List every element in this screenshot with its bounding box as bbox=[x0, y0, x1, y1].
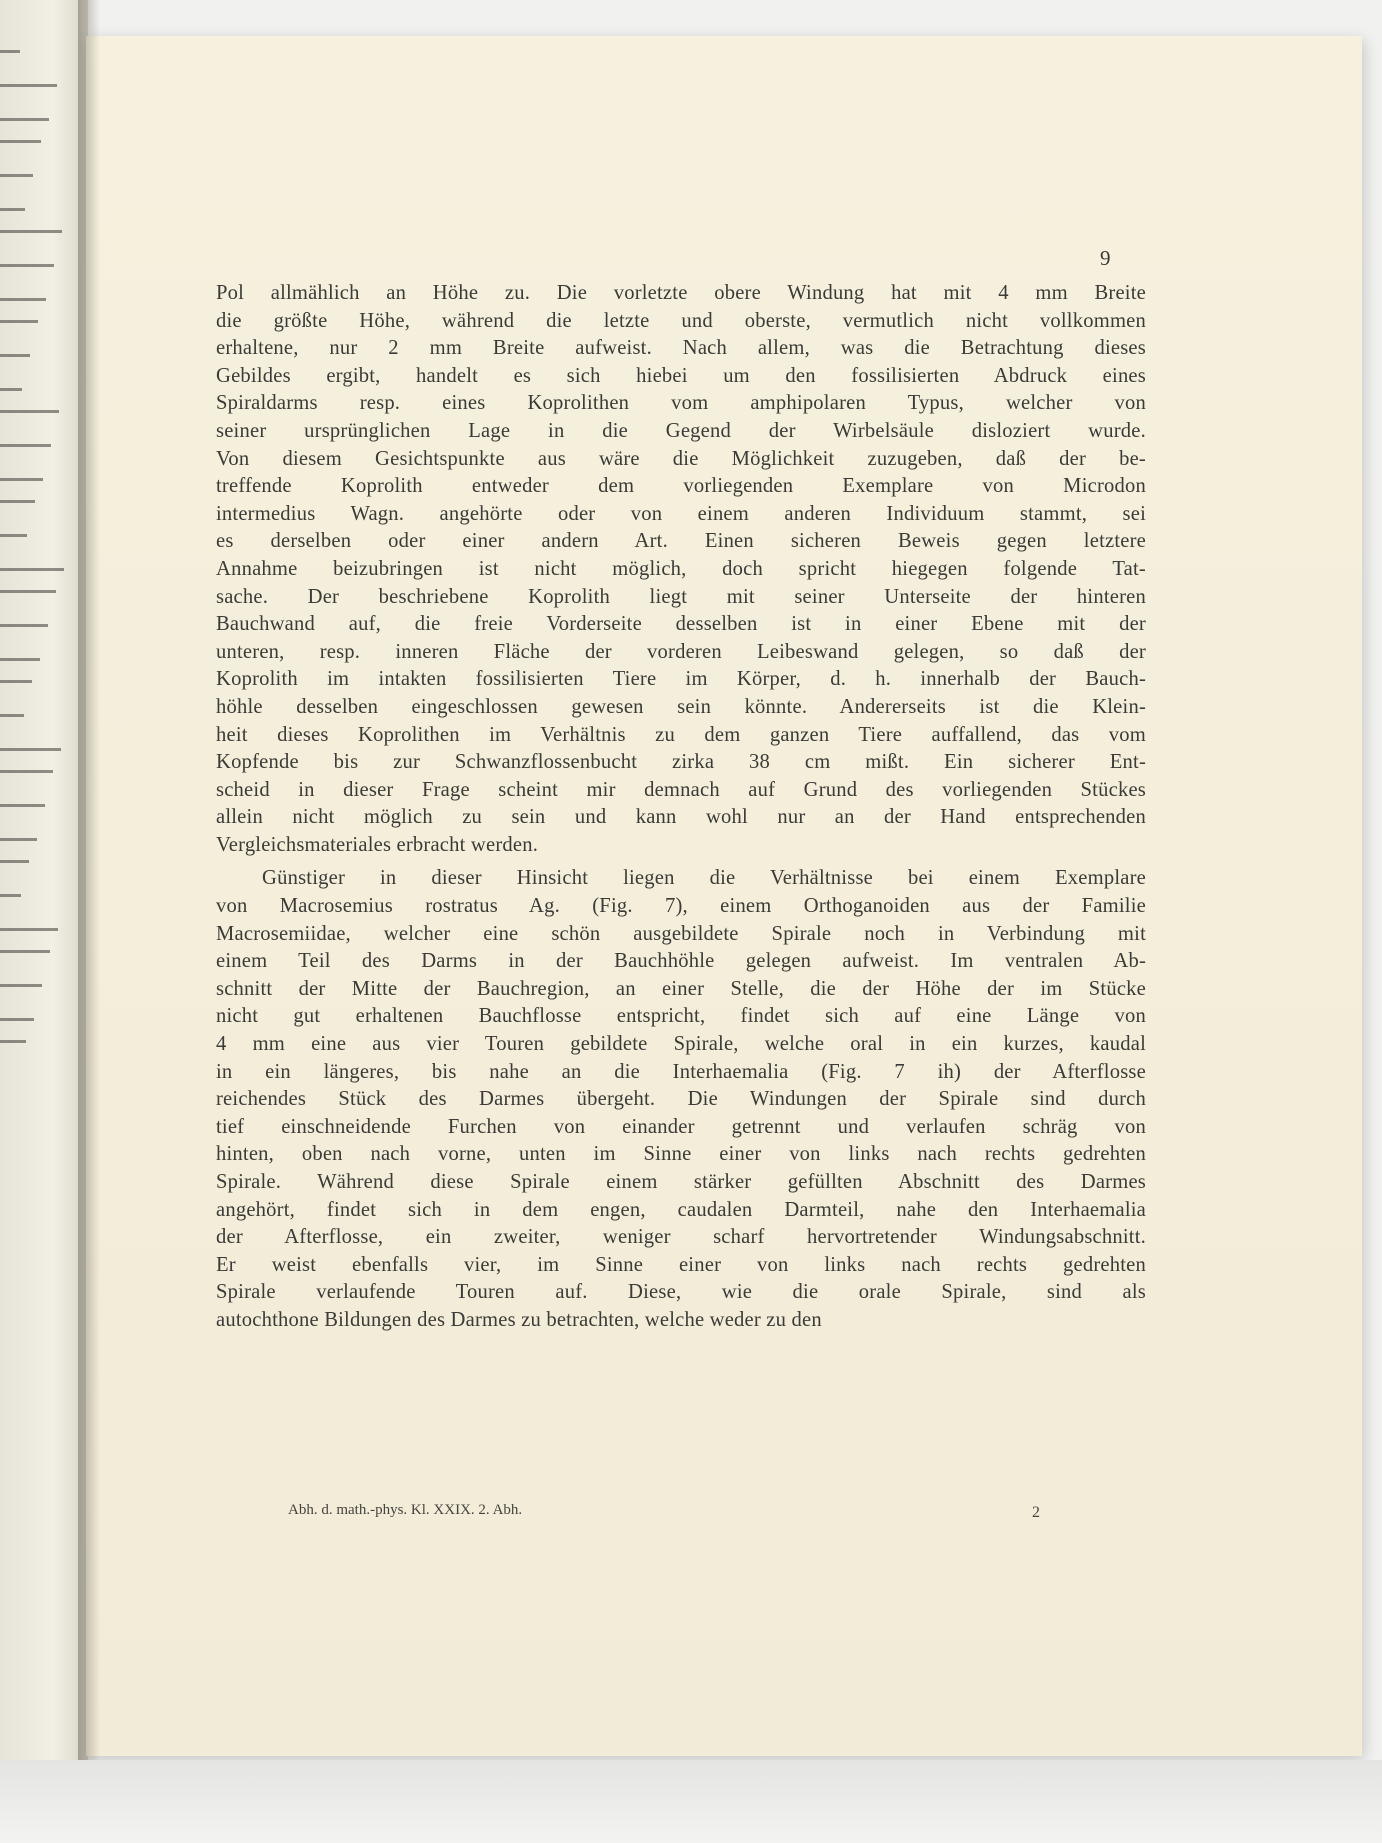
text-line: intermedius Wagn. angehörte oder von einem anderen Individuum stammt, sei bbox=[216, 502, 1146, 525]
text-line: autochthone Bildungen des Darmes zu betrachten, welche weder zu den bbox=[216, 1308, 822, 1331]
text-line: reichendes Stück des Darmes übergeht. Die Windungen der Spirale sind durch bbox=[216, 1088, 1146, 1111]
facing-page-text-fragment bbox=[0, 568, 64, 571]
facing-page-text-fragment bbox=[0, 748, 61, 751]
text-line: einem Teil des Darms in der Bauchhöhle gelegen aufweist. Im ventralen Ab- bbox=[216, 950, 1146, 973]
text-line: die größte Höhe, während die letzte und oberste, vermutlich nicht vollkommen bbox=[216, 309, 1146, 332]
facing-page-text-fragment bbox=[0, 624, 48, 627]
text-line: Annahme beizubringen ist nicht möglich, doch spricht hiegegen folgende Tat- bbox=[216, 557, 1146, 580]
facing-page-text-fragment bbox=[0, 298, 46, 301]
text-line: unteren, resp. inneren Fläche der vorderen Leibeswand gelegen, so daß der bbox=[216, 640, 1146, 663]
facing-page-text-fragment bbox=[0, 50, 20, 53]
facing-page-text-fragment bbox=[0, 500, 35, 503]
facing-page-text-fragment bbox=[0, 230, 62, 233]
facing-page-text-fragment bbox=[0, 174, 33, 177]
gutter-shadow bbox=[78, 0, 100, 1760]
facing-page-text-fragment bbox=[0, 410, 59, 413]
text-line: schnitt der Mitte der Bauchregion, an einer Stelle, die der Höhe der im Stücke bbox=[216, 977, 1146, 1000]
text-line: angehört, findet sich in dem engen, caudalen Darmteil, nahe den Interhaemalia bbox=[216, 1198, 1146, 1221]
facing-page-text-fragment bbox=[0, 928, 58, 931]
facing-page-text-fragment bbox=[0, 894, 21, 897]
text-line: Kopfende bis zur Schwanzflossenbucht zirka 38 cm mißt. Ein sicherer Ent- bbox=[216, 751, 1146, 774]
text-line: Koprolith im intakten fossilisierten Tiere im Körper, d. h. innerhalb der Bauch- bbox=[216, 668, 1146, 691]
text-line: sache. Der beschriebene Koprolith liegt mit seiner Unterseite der hinteren bbox=[216, 585, 1146, 608]
page-number: 9 bbox=[1100, 246, 1111, 270]
facing-page-text-fragment bbox=[0, 658, 40, 661]
text-line: nicht gut erhaltenen Bauchflosse entspricht, findet sich auf eine Länge von bbox=[216, 1005, 1146, 1028]
text-line: seiner ursprünglichen Lage in die Gegend der Wirbelsäule disloziert wurde. bbox=[216, 419, 1146, 442]
text-line: höhle desselben eingeschlossen gewesen sein könnte. Andererseits ist die Klein- bbox=[216, 695, 1146, 718]
text-line: Er weist ebenfalls vier, im Sinne einer von links nach rechts gedrehten bbox=[216, 1253, 1146, 1276]
facing-page-text-fragment bbox=[0, 590, 56, 593]
text-line: tief einschneidende Furchen von einander getrennt und verlaufen schräg von bbox=[216, 1115, 1146, 1138]
text-line: in ein längeres, bis nahe an die Interhaemalia (Fig. 7 ih) der Afterflosse bbox=[216, 1060, 1146, 1083]
facing-page-text-fragment bbox=[0, 118, 49, 121]
facing-page-text-fragment bbox=[0, 264, 54, 267]
book-page bbox=[86, 36, 1362, 1756]
text-line: erhaltene, nur 2 mm Breite aufweist. Nach allem, was die Betrachtung dieses bbox=[216, 337, 1146, 360]
facing-page-text-fragment bbox=[0, 478, 43, 481]
text-line: Vergleichsmateriales erbracht werden. bbox=[216, 833, 539, 856]
facing-page-text-fragment bbox=[0, 388, 22, 391]
body-text bbox=[216, 280, 1146, 1335]
text-line: treffende Koprolith entweder dem vorliegenden Exemplare von Microdon bbox=[216, 475, 1146, 498]
facing-page-text-fragment bbox=[0, 444, 51, 447]
facing-page-text-fragment bbox=[0, 354, 30, 357]
facing-page-text-fragment bbox=[0, 534, 27, 537]
facing-page-text-fragment bbox=[0, 804, 45, 807]
text-line: scheid in dieser Frage scheint mir demnach auf Grund des vorliegenden Stückes bbox=[216, 778, 1146, 801]
facing-page-text-fragment bbox=[0, 838, 37, 841]
facing-page-text-fragment bbox=[0, 680, 32, 683]
facing-page-text-fragment bbox=[0, 1018, 34, 1021]
text-line: Von diesem Gesichtspunkte aus wäre die Möglichkeit zuzugeben, daß der be- bbox=[216, 447, 1146, 470]
text-line: 4 mm eine aus vier Touren gebildete Spirale, welche oral in ein kurzes, kaudal bbox=[216, 1033, 1146, 1056]
text-line: Günstiger in dieser Hinsicht liegen die Verhältnisse bei einem Exemplare bbox=[262, 867, 1146, 890]
facing-page-text-fragment bbox=[0, 714, 24, 717]
paragraph bbox=[216, 280, 1146, 859]
facing-page-text-fragment bbox=[0, 984, 42, 987]
page-footer: Abh. d. math.-phys. Kl. XXIX. 2. Abh. bbox=[288, 1502, 523, 1518]
text-line: Spirale. Während diese Spirale einem stärker gefüllten Abschnitt des Darmes bbox=[216, 1171, 1146, 1193]
text-line: allein nicht möglich zu sein und kann wohl nur an der Hand entsprechenden bbox=[216, 806, 1146, 829]
facing-page-edge bbox=[0, 0, 88, 1770]
text-line: heit dieses Koprolithen im Verhältnis zu dem ganzen Tiere auffallend, das vom bbox=[216, 723, 1146, 746]
text-line: der Afterflosse, ein zweiter, weniger scharf hervortretender Windungsabschnitt. bbox=[216, 1226, 1146, 1249]
facing-page-text-fragment bbox=[0, 860, 29, 863]
text-line: von Macrosemius rostratus Ag. (Fig. 7), einem Orthoganoiden aus der Familie bbox=[216, 895, 1146, 918]
paragraph bbox=[216, 865, 1146, 1334]
facing-page-text-fragment bbox=[0, 1040, 26, 1043]
facing-page-text-fragment bbox=[0, 84, 57, 87]
text-line: Bauchwand auf, die freie Vorderseite desselben ist in einer Ebene mit der bbox=[216, 613, 1146, 636]
text-line: Macrosemiidae, welcher eine schön ausgebildete Spirale noch in Verbindung mit bbox=[216, 922, 1146, 945]
facing-page-text-fragment bbox=[0, 770, 53, 773]
facing-page-text-fragment bbox=[0, 140, 41, 143]
text-line: hinten, oben nach vorne, unten im Sinne einer von links nach rechts gedrehten bbox=[216, 1143, 1146, 1166]
signature-mark: 2 bbox=[1032, 1504, 1040, 1521]
table-surface bbox=[0, 1760, 1382, 1843]
text-line: es derselben oder einer andern Art. Einen sicheren Beweis gegen letztere bbox=[216, 530, 1146, 553]
facing-page-text-fragment bbox=[0, 320, 38, 323]
facing-page-text-fragment bbox=[0, 208, 25, 211]
text-line: Spiraldarms resp. eines Koprolithen vom amphipolaren Typus, welcher von bbox=[216, 392, 1146, 415]
facing-page-text-fragment bbox=[0, 950, 50, 953]
text-line: Spirale verlaufende Touren auf. Diese, wie die orale Spirale, sind als bbox=[216, 1281, 1146, 1304]
text-line: Pol allmählich an Höhe zu. Die vorletzte obere Windung hat mit 4 mm Breite bbox=[216, 282, 1146, 304]
text-line: Gebildes ergibt, handelt es sich hiebei um den fossilisierten Abdruck eines bbox=[216, 364, 1146, 387]
